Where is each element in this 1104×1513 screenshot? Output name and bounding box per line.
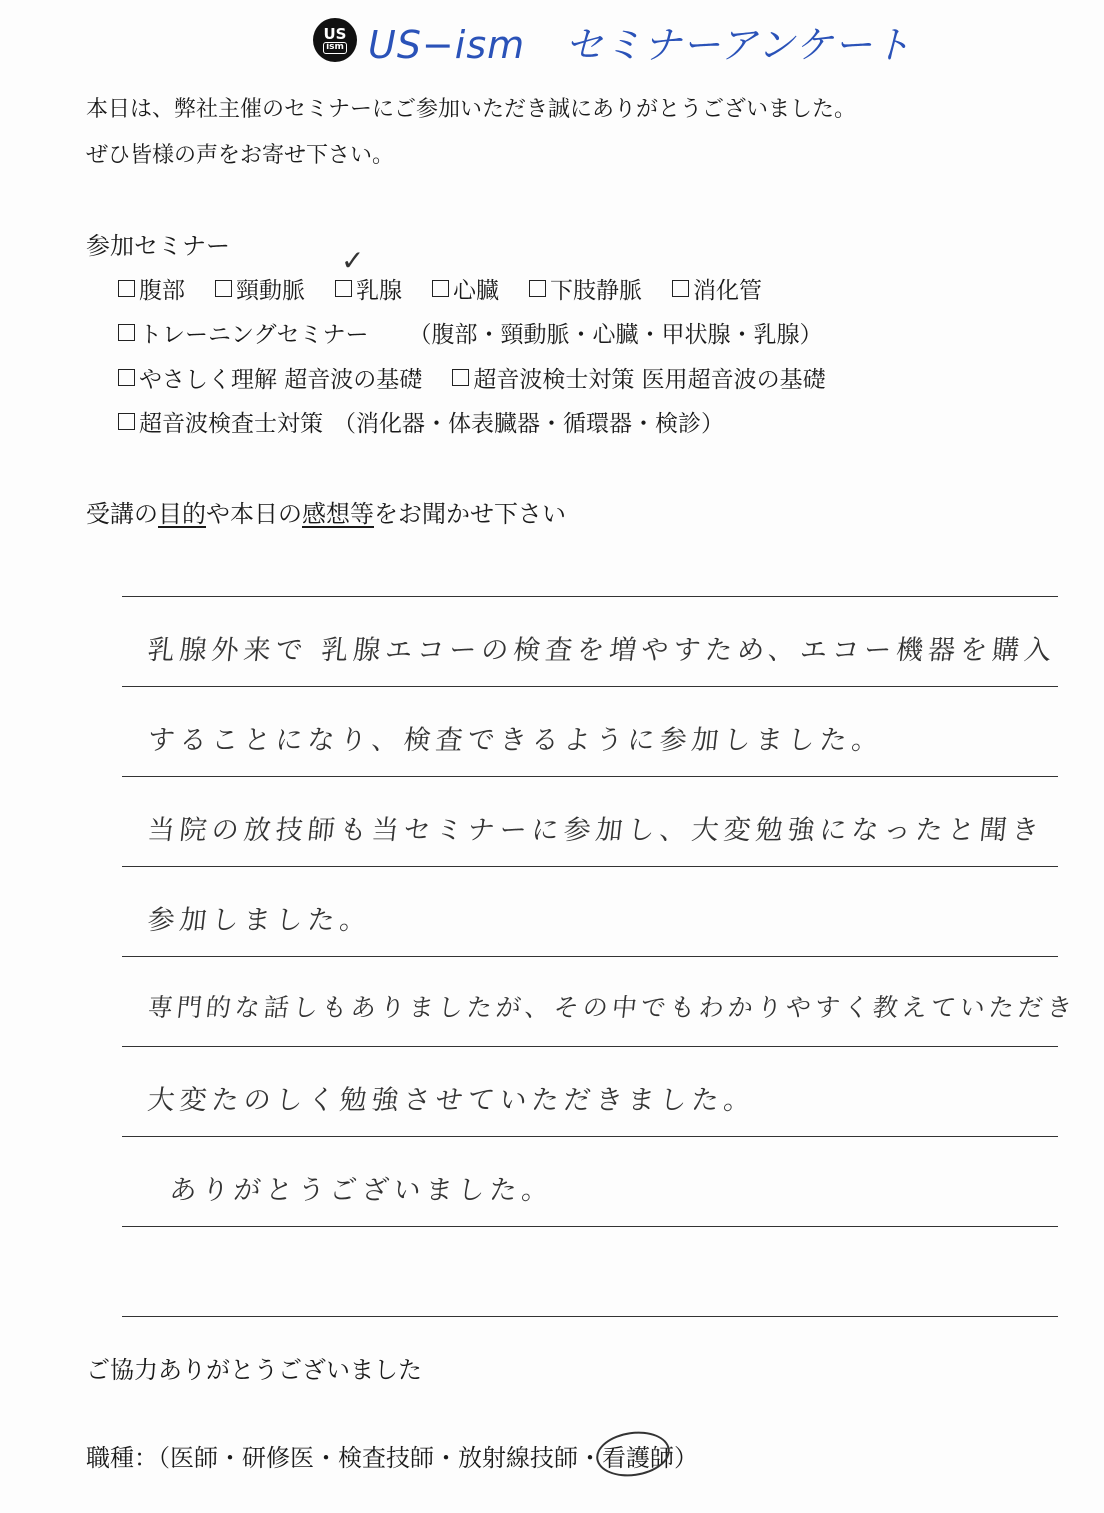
option-label: やさしく理解 超音波の基礎 xyxy=(139,367,423,393)
option-detail: （腹部・頸動脈・心臓・甲状腺・乳腺） xyxy=(408,322,823,348)
option-label: 心臓 xyxy=(453,278,499,304)
option-detail: （消化器・体表臓器・循環器・検診） xyxy=(333,411,724,437)
option-label: 消化管 xyxy=(693,278,762,304)
seminar-row-3 xyxy=(118,361,856,394)
seminar-row-1 xyxy=(118,244,792,305)
option-label: 腹部 xyxy=(139,278,185,304)
checkbox[interactable] xyxy=(118,280,135,297)
answer-line-5[interactable]: 専門的な話しもありましたが、その中でもわかりやすく教えていただき xyxy=(146,993,1078,1022)
heading-part: や本日の xyxy=(206,500,302,528)
heading-part: 受講の xyxy=(86,500,158,528)
answer-rule xyxy=(122,686,1058,687)
checkbox[interactable] xyxy=(118,369,135,386)
option-label: 頸動脈 xyxy=(236,278,305,304)
seminar-row-4 xyxy=(118,405,754,438)
option-digestive-tract[interactable] xyxy=(672,272,762,305)
occupation-options: 職種：（医師・研修医・検査技師・放射線技師・ xyxy=(86,1444,602,1472)
option-lower-limb-veins[interactable] xyxy=(529,272,642,305)
survey-title: セミナーアンケート xyxy=(565,23,912,67)
checkbox[interactable] xyxy=(452,369,469,386)
option-sonographer-exam-course[interactable] xyxy=(118,405,724,438)
checkbox[interactable] xyxy=(672,280,689,297)
heading-underlined: 目的 xyxy=(158,500,206,528)
answer-line-1[interactable]: 乳腺外来で 乳腺エコーの検査を増やすため、エコー機器を購入 xyxy=(146,635,1058,666)
checkmark-icon: ✓ xyxy=(341,244,365,277)
checkbox[interactable] xyxy=(118,413,135,430)
answer-rule xyxy=(122,596,1058,597)
occupation-field xyxy=(86,1438,698,1473)
checkbox[interactable] xyxy=(215,280,232,297)
answer-rule xyxy=(122,1136,1058,1137)
selection-circle-icon xyxy=(593,1427,672,1481)
brand-name: US−ism xyxy=(368,23,526,67)
seminar-heading: 参加セミナー xyxy=(86,232,230,260)
heading-part: をお聞かせ下さい xyxy=(374,500,566,528)
intro-line-1: 本日は、弊社主催のセミナーにご参加いただき誠にありがとうございました。 xyxy=(86,97,857,122)
option-label: 超音波検士対策 医用超音波の基礎 xyxy=(473,367,826,393)
header xyxy=(0,14,1104,74)
answer-rule xyxy=(122,1316,1058,1317)
answer-rule xyxy=(122,1226,1058,1227)
occupation-close-paren: ） xyxy=(674,1444,698,1472)
option-heart[interactable] xyxy=(432,272,499,305)
page-title xyxy=(368,14,912,69)
occupation-selected[interactable] xyxy=(602,1438,674,1473)
option-label: 超音波検査士対策 xyxy=(139,411,323,437)
option-training-seminar[interactable] xyxy=(118,316,823,349)
heading-underlined: 感想等 xyxy=(302,500,374,528)
logo-bottom-text: ism xyxy=(323,42,347,54)
option-breast[interactable] xyxy=(335,244,402,305)
answer-line-6[interactable]: 大変たのしく勉強させていただきました。 xyxy=(146,1085,758,1116)
answer-line-7[interactable]: ありがとうございました。 xyxy=(168,1175,556,1206)
option-sonographer-exam-prep[interactable] xyxy=(452,361,825,394)
thanks-text: ご協力ありがとうございました xyxy=(86,1356,422,1384)
option-carotid[interactable] xyxy=(215,272,305,305)
answer-line-3[interactable]: 当院の放技師も当セミナーに参加し、大変勉強になったと聞き xyxy=(146,815,1046,846)
checkbox[interactable] xyxy=(118,324,135,341)
checkbox-checked[interactable] xyxy=(335,280,352,297)
answer-rule xyxy=(122,866,1058,867)
answer-rule xyxy=(122,1046,1058,1047)
comment-heading xyxy=(86,494,566,529)
checkbox[interactable] xyxy=(529,280,546,297)
answer-line-2[interactable]: することになり、検査できるように参加しました。 xyxy=(146,725,886,756)
occupation-selected-label: 看護師 xyxy=(602,1444,674,1472)
option-label: トレーニングセミナー xyxy=(139,322,369,348)
logo-top-text: US xyxy=(323,24,347,43)
answer-rule xyxy=(122,776,1058,777)
checkbox[interactable] xyxy=(432,280,449,297)
answer-line-4[interactable]: 参加しました。 xyxy=(146,905,374,936)
option-label: 下肢静脈 xyxy=(550,278,642,304)
intro-line-2: ぜひ皆様の声をお寄せ下さい。 xyxy=(86,143,395,168)
brand-logo xyxy=(313,18,357,62)
option-label: 乳腺 xyxy=(356,278,402,304)
option-abdomen[interactable] xyxy=(118,272,185,305)
seminar-row-2 xyxy=(118,316,853,349)
option-ultrasound-basics[interactable] xyxy=(118,361,422,394)
answer-rule xyxy=(122,956,1058,957)
